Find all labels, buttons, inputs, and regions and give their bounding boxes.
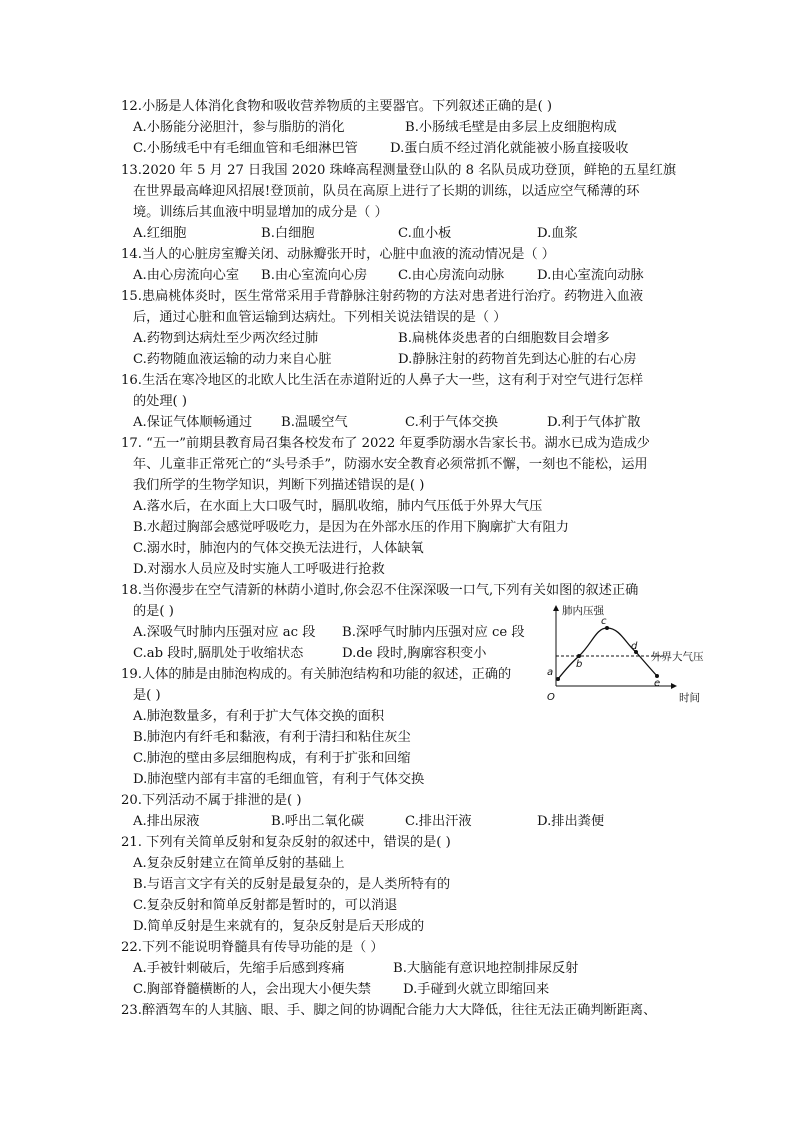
question-15-option-d[interactable]: D.静脉注射的药物首先到达心脏的右心房 xyxy=(398,352,637,367)
question-18-line-1: 18.当你漫步在空气清新的林荫小道时,你会忍不住深深吸一口气,下列有关如图的叙述正确 xyxy=(121,583,639,598)
question-19-option-c[interactable]: C.肺泡的壁由多层细胞构成，有利于扩张和回缩 xyxy=(133,751,411,766)
question-12-stem: 12.小肠是人体消化食物和吸收营养物质的主要器官。下列叙述正确的是( ) xyxy=(121,99,553,114)
question-17-line-1: 17. “五一”前期县教育局召集各校发布了 2022 年夏季防溺水告家长书。湖水已成为造成少 xyxy=(121,436,650,451)
question-19-option-b[interactable]: B.肺泡内有纤毛和黏液，有利于清扫和粘住灰尘 xyxy=(133,730,411,745)
question-15-option-a[interactable]: A.药物到达病灶至少两次经过肺 xyxy=(133,331,319,346)
question-20-option-d[interactable]: D.排出粪便 xyxy=(537,814,605,829)
question-21-option-d[interactable]: D.简单反射是生来就有的，复杂反射是后天形成的 xyxy=(133,919,425,934)
question-21-option-c[interactable]: C.复杂反射和简单反射都是暂时的，可以消退 xyxy=(133,898,398,913)
question-20-stem: 20.下列活动不属于排泄的是( ) xyxy=(121,793,302,808)
question-21-option-b[interactable]: B.与语言文字有关的反射是最复杂的，是人类所特有的 xyxy=(133,877,451,892)
question-22-option-d[interactable]: D.手碰到火就立即缩回来 xyxy=(403,982,550,997)
lung-pressure-figure xyxy=(540,600,730,710)
question-13-option-d[interactable]: D.血浆 xyxy=(537,226,578,241)
question-12-option-d[interactable]: D.蛋白质不经过消化就能被小肠直接吸收 xyxy=(390,141,629,156)
point-b-label: b xyxy=(576,659,583,670)
question-14-stem: 14.当人的心脏房室瓣关闭、动脉瓣张开时，心脏中血液的流动情况是（ ） xyxy=(121,247,555,262)
question-20-option-a[interactable]: A.排出尿液 xyxy=(133,814,200,829)
question-22-option-c[interactable]: C.胸部脊髓横断的人，会出现大小便失禁 xyxy=(133,982,371,997)
question-16-line-2: 的处理( ) xyxy=(133,394,188,409)
point-e-label: e xyxy=(654,678,661,689)
question-17-option-b[interactable]: B.水超过胸部会感觉呼吸吃力，是因为在外部水压的作用下胸廓扩大有阻力 xyxy=(133,520,569,535)
point-b xyxy=(577,654,581,658)
question-13-option-b[interactable]: B.白细胞 xyxy=(261,226,315,241)
question-22-option-b[interactable]: B.大脑能有意识地控制排尿反射 xyxy=(393,961,579,976)
question-15-option-b[interactable]: B.扁桃体炎患者的白细胞数目会增多 xyxy=(398,331,610,346)
question-20-option-c[interactable]: C.排出汗液 xyxy=(405,814,472,829)
question-17-option-d[interactable]: D.对溺水人员应及时实施人工呼吸进行抢救 xyxy=(133,562,385,577)
pressure-curve xyxy=(558,628,657,679)
question-15-line-1: 15.患扁桃体炎时，医生常常采用手背静脉注射药物的方法对患者进行治疗。药物进入血液 xyxy=(121,289,644,304)
question-14-option-a[interactable]: A.由心房流向心室 xyxy=(133,268,240,283)
question-17-option-a[interactable]: A.落水后，在水面上大口吸气时，膈肌收缩，肺内气压低于外界大气压 xyxy=(133,499,543,514)
question-21-stem: 21. 下列有关简单反射和复杂反射的叙述中，错误的是( ) xyxy=(121,835,451,850)
point-c-label: c xyxy=(601,616,607,627)
question-13-option-c[interactable]: C.血小板 xyxy=(398,226,452,241)
question-18-option-b[interactable]: B.深呼气时肺内压强对应 ce 段 xyxy=(342,625,525,640)
origin-label: O xyxy=(547,692,555,703)
question-13-line-2: 在世界最高峰迎风招展!登顶前，队员在高原上进行了长期的训练，以适应空气稀薄的环 xyxy=(133,184,640,199)
question-18-option-c[interactable]: C.ab 段时,膈肌处于收缩状态 xyxy=(133,646,304,661)
question-23-line-1: 23.醉酒驾车的人其脑、眼、手、脚之间的协调配合能力大大降低，往往无法正确判断距离、 xyxy=(121,1003,657,1018)
question-17-line-3: 我们所学的生物学知识，判断下列描述错误的是( ) xyxy=(133,478,425,493)
question-15-option-c[interactable]: C.药物随血液运输的动力来自心脏 xyxy=(133,352,332,367)
question-16-line-1: 16.生活在寒冷地区的北欧人比生活在赤道附近的人鼻子大一些，这有利于对空气进行怎样 xyxy=(121,373,644,388)
question-13-line-3: 境。训练后其血液中明显增加的成分是（ ） xyxy=(133,205,388,220)
question-14-option-b[interactable]: B.由心室流向心房 xyxy=(261,268,368,283)
question-17-line-2: 年、儿童非正常死亡的“头号杀手”，防溺水安全教育必须常抓不懈，一刻也不能松，运用 xyxy=(133,457,648,472)
point-a-label: a xyxy=(547,667,554,678)
question-13-line-1: 13.2020 年 5 月 27 日我国 2020 珠峰高程测量登山队的 8 名队员成功登顶，鲜艳的五星红旗 xyxy=(121,163,677,178)
question-12-option-b[interactable]: B.小肠绒毛壁是由多层上皮细胞构成 xyxy=(405,120,617,135)
question-16-option-b[interactable]: B.温暖空气 xyxy=(281,415,348,430)
question-19-option-a[interactable]: A.肺泡数量多，有利于扩大气体交换的面积 xyxy=(133,709,385,724)
question-21-option-a[interactable]: A.复杂反射建立在简单反射的基础上 xyxy=(133,856,345,871)
question-19-option-d[interactable]: D.肺泡壁内部有丰富的毛细血管，有利于气体交换 xyxy=(133,772,425,787)
question-22-stem: 22.下列不能说明脊髓具有传导功能的是（ ） xyxy=(121,940,384,955)
point-d-label: d xyxy=(631,641,638,652)
question-18-line-2: 的是( ) xyxy=(133,604,174,619)
question-16-option-a[interactable]: A.保证气体顺畅通过 xyxy=(133,415,253,430)
question-16-option-d[interactable]: D.利于气体扩散 xyxy=(547,415,641,430)
question-14-option-c[interactable]: C.由心房流向动脉 xyxy=(398,268,505,283)
y-axis-label: 肺内压强 xyxy=(562,605,604,617)
question-14-option-d[interactable]: D.由心室流向动脉 xyxy=(537,268,644,283)
question-18-option-d[interactable]: D.de 段时,胸廓容积变小 xyxy=(342,646,487,661)
x-axis-label: 时间 xyxy=(679,692,700,704)
question-18-option-a[interactable]: A.深吸气时肺内压强对应 ac 段 xyxy=(133,625,316,640)
question-15-line-2: 后，通过心脏和血管运输到达病灶。下列相关说法错误的是（ ） xyxy=(133,310,507,325)
question-13-option-a[interactable]: A.红细胞 xyxy=(133,226,187,241)
question-12-option-a[interactable]: A.小肠能分泌胆汁，参与脂肪的消化 xyxy=(133,120,345,135)
question-16-option-c[interactable]: C.利于气体交换 xyxy=(405,415,498,430)
question-12-option-c[interactable]: C.小肠绒毛中有毛细血管和毛细淋巴管 xyxy=(133,141,358,156)
question-19-line-1: 19.人体的肺是由肺泡构成的。有关肺泡结构和功能的叙述，正确的 xyxy=(121,667,512,682)
question-22-option-a[interactable]: A.手被针刺破后，先缩手后感到疼痛 xyxy=(133,961,345,976)
question-19-line-2: 是( ) xyxy=(133,688,161,703)
question-17-option-c[interactable]: C.溺水时，肺泡内的气体交换无法进行，人体缺氧 xyxy=(133,541,424,556)
question-20-option-b[interactable]: B.呼出二氧化碳 xyxy=(271,814,365,829)
point-a xyxy=(556,677,560,681)
atmospheric-pressure-label: 外界大气压 xyxy=(651,651,704,663)
